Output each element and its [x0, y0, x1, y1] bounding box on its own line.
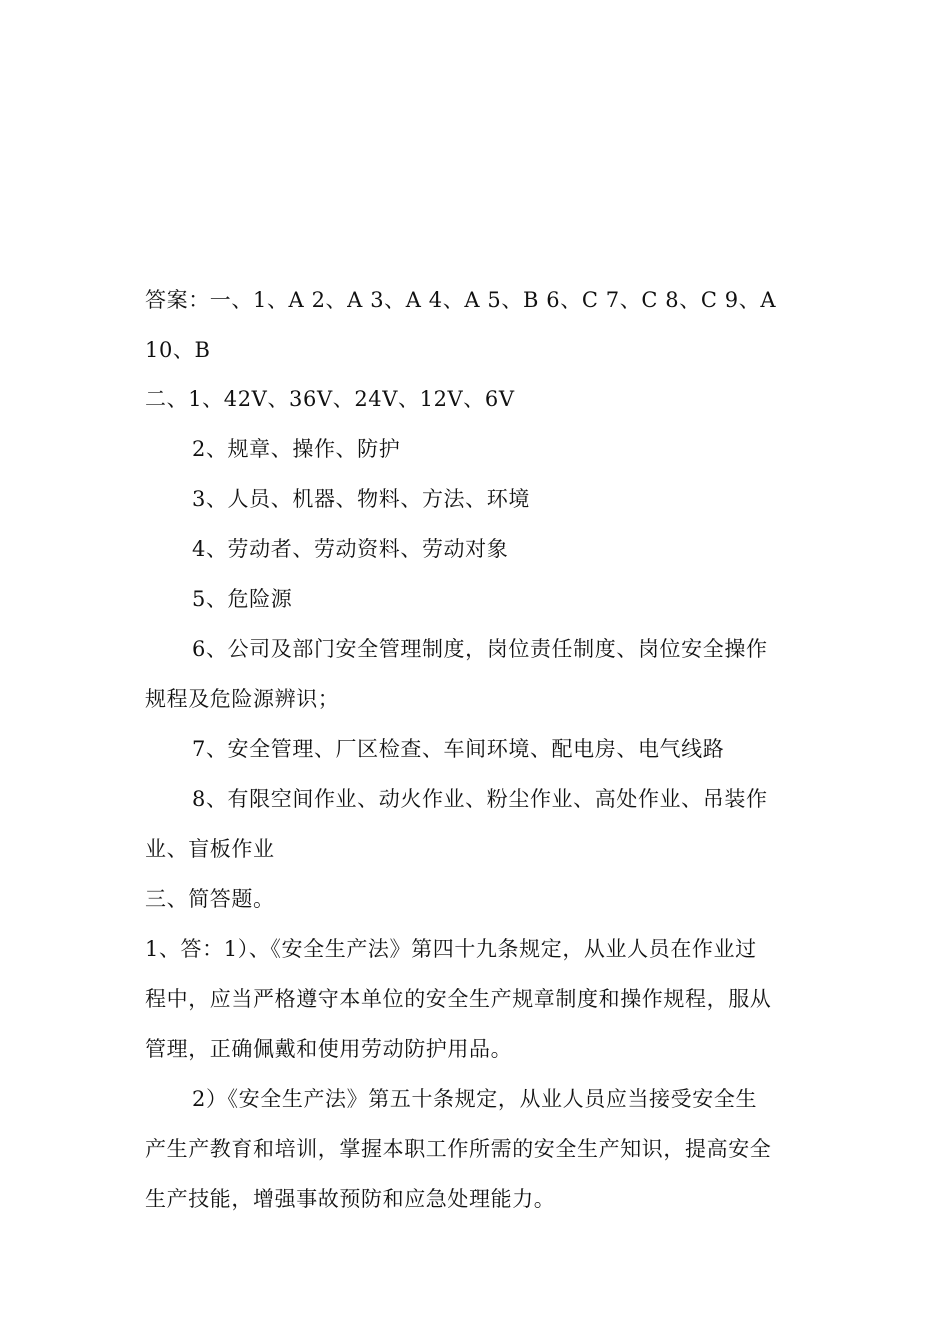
answer-item-2: 2、规章、操作、防护 — [192, 437, 401, 461]
answer-item-3: 3、人员、机器、物料、方法、环境 — [192, 487, 530, 511]
section-two-heading: 二、1、42V、36V、24V、12V、6V — [145, 387, 515, 411]
answer-item-7: 7、安全管理、厂区检查、车间环境、配电房、电气线路 — [192, 737, 725, 761]
section-three-heading: 三、简答题。 — [145, 887, 275, 911]
answer-item-4: 4、劳动者、劳动资料、劳动对象 — [192, 537, 509, 561]
short-answer-1-line-2: 程中，应当严格遵守本单位的安全生产规章制度和操作规程，服从 — [145, 987, 772, 1011]
short-answer-2-line-3: 生产技能，增强事故预防和应急处理能力。 — [145, 1187, 556, 1211]
answer-item-8-cont: 业、盲板作业 — [145, 837, 275, 861]
short-answer-2-line-2: 产生产教育和培训，掌握本职工作所需的安全生产知识，提高安全 — [145, 1137, 772, 1161]
answer-item-8: 8、有限空间作业、动火作业、粉尘作业、高处作业、吊装作 — [192, 787, 768, 811]
answer-line-2: 10、B — [145, 338, 211, 362]
answer-line-1: 答案：一、1、A 2、A 3、A 4、A 5、B 6、C 7、C 8、C 9、A — [145, 288, 777, 312]
answer-item-5: 5、危险源 — [192, 587, 293, 611]
answer-item-6: 6、公司及部门安全管理制度，岗位责任制度、岗位安全操作 — [192, 637, 768, 661]
short-answer-1-line-1: 1、答：1）、《安全生产法》第四十九条规定，从业人员在作业过 — [145, 937, 757, 961]
short-answer-2-line-1: 2）《安全生产法》第五十条规定，从业人员应当接受安全生 — [192, 1087, 758, 1111]
short-answer-1-line-3: 管理，正确佩戴和使用劳动防护用品。 — [145, 1037, 513, 1061]
answer-item-6-cont: 规程及危险源辨识； — [145, 687, 340, 711]
